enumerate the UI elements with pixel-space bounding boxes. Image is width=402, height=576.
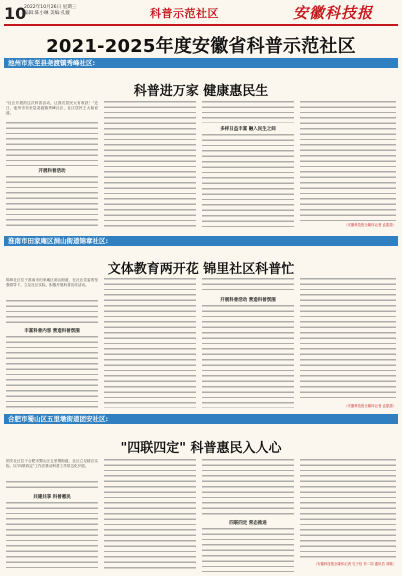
newspaper-logo: 安徽科技报	[293, 4, 374, 22]
article-3-location: 合肥市蜀山区五里墩街道团安社区:	[8, 415, 109, 423]
article-1-col3-text	[202, 101, 294, 123]
article-3-intro: 团安社区位于合肥市蜀山区五里墩街道，社区立足辖区实际，以"四联四定"工作法推动科普工作常态化开展。	[6, 459, 98, 469]
article-2-col2-text	[104, 278, 196, 408]
article-1-col2-text	[104, 101, 196, 228]
article-1-headline: 科普进万家 健康惠民生	[133, 84, 269, 99]
header-rule	[4, 24, 398, 26]
article-2-byline: （安徽科技报全媒体记者 孟甜甜）	[344, 404, 396, 408]
article-3-col1-text-b	[6, 502, 98, 572]
editor-line: 编辑:陈小琳 美编:孔璇	[24, 11, 70, 16]
page-main-title: 2021-2025年度安徽省科普示范社区	[46, 36, 356, 57]
article-1-intro: "社区开展的这次科普活动，让我们居民大有收获！"近日，池州市东至县尧渡镇秀峰社区，社区居民王大姐说道。	[6, 101, 98, 116]
issue-meta	[24, 5, 76, 17]
article-2-location: 淮南市田家庵区洞山街道锦章社区:	[8, 237, 109, 245]
article-2-col3-text	[202, 278, 294, 294]
article-1-subhead-2: 多样日益丰富 融入民生之间	[220, 127, 276, 132]
article-1-location: 池州市东至县尧渡镇秀峰社区:	[8, 59, 96, 67]
date-line: 2022年10月26日 星期三	[24, 5, 77, 10]
article-2-col4-text	[300, 278, 396, 402]
article-3-byline: （安徽科技报全媒体记者 孔子信 肖二同 通讯员 刘敬）	[313, 562, 396, 566]
article-3-col2-text	[104, 459, 196, 572]
article-2-subhead-1: 开展科普活动 营造科普氛围	[220, 298, 276, 303]
article-3-col3-text-b	[202, 528, 294, 572]
article-1-col1-text	[6, 122, 98, 166]
article-2-col1-text	[6, 300, 98, 326]
article-1-col4-text	[300, 101, 396, 221]
article-3-subhead-2: 四联四定 常态推进	[229, 521, 267, 526]
article-3-subhead-1: 共建共享 科普惠民	[33, 495, 71, 500]
page-number: 10	[4, 4, 27, 23]
article-2-col1-text-b	[6, 336, 98, 408]
article-3-col3-text	[202, 459, 294, 517]
article-1-subhead-1: 开展科普活动	[38, 169, 66, 174]
section-title: 科普示范社区	[150, 7, 219, 20]
article-1-byline: （安徽科技报全媒体记者 孟甜甜）	[344, 223, 396, 227]
article-1-col1-text-b	[6, 176, 98, 228]
article-3-headline: "四联四定" 科普惠民入人心	[120, 441, 282, 456]
article-1-col3-text-b	[202, 134, 294, 228]
article-2-subhead-2: 丰富科普内容 营造科普氛围	[24, 329, 80, 334]
article-3-col4-text	[300, 459, 396, 559]
article-2-col3-text-b	[202, 305, 294, 408]
article-3-col1-text	[6, 481, 98, 491]
article-2-headline: 文体教育两开花 锦里社区科普忙	[107, 262, 295, 277]
article-2-intro: 锦章社区位于淮南市田家庵区洞山街道，在社区党委的坚强领导下，立足社区实际，积极开展科普宣传活动。	[6, 278, 98, 288]
